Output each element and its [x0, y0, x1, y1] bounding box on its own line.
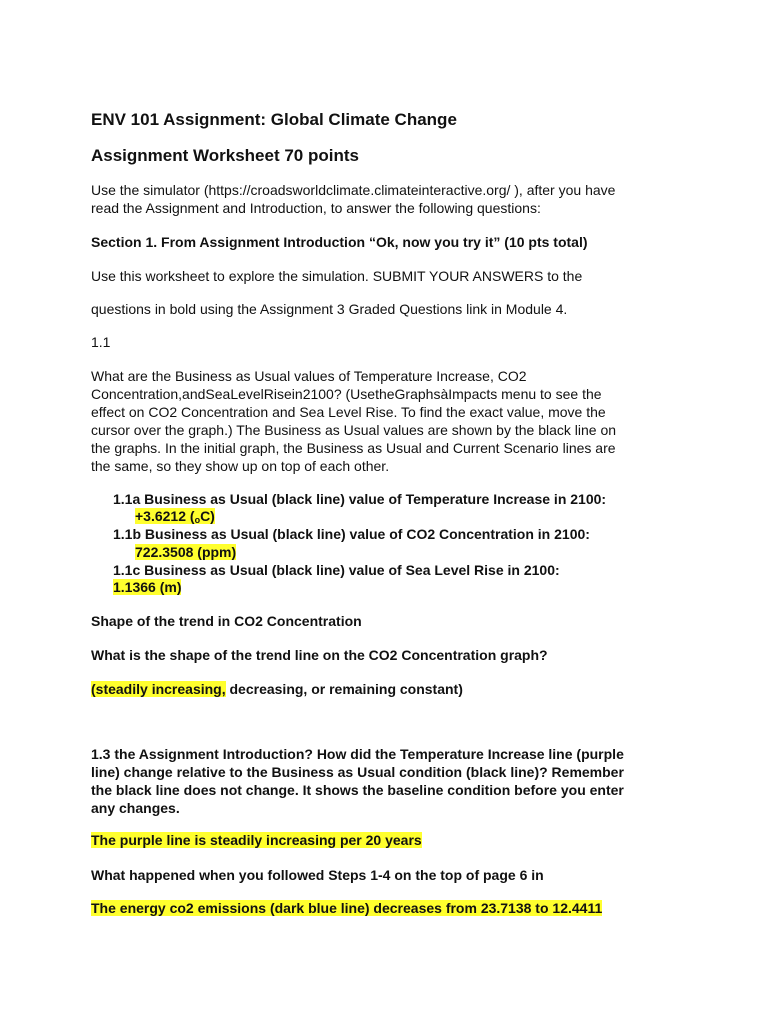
- section-1-heading: Section 1. From Assignment Introduction “Ok, now you try it” (10 pts total): [91, 234, 588, 250]
- document-subtitle: Assignment Worksheet 70 points: [91, 146, 359, 165]
- intro-line-1: Use the simulator (https://croadsworldclimate.climateinteractive.org/ ), after you have: [91, 182, 616, 198]
- answer-1-1b: [135, 543, 236, 561]
- steps-question: What happened when you followed Steps 1-4 on the top of page 6 in: [91, 867, 544, 883]
- instructions-line-2: questions in bold using the Assignment 3 Graded Questions link in Module 4.: [91, 301, 568, 317]
- trend-answer-highlight: (steadily increasing,: [91, 681, 226, 697]
- trend-answer: [91, 680, 463, 698]
- question-1-1-text-line: cursor over the graph.) The Business as Usual values are shown by the black line on: [91, 422, 617, 438]
- question-1-3-line: any changes.: [91, 800, 180, 816]
- question-1-1c: 1.1c Business as Usual (black line) value of Sea Level Rise in 2100:: [113, 562, 560, 578]
- question-1-3-line: the black line does not change. It shows the baseline condition before you enter: [91, 782, 624, 798]
- steps-answer-highlight: The energy co2 emissions (dark blue line) decreases from 23.7138 to 12.4411: [91, 900, 603, 916]
- answer-1-3-highlight: The purple line is steadily increasing per 20 years: [91, 832, 422, 848]
- steps-answer: [91, 899, 602, 917]
- degree-symbol: o: [194, 515, 201, 525]
- question-1-1a: 1.1a Business as Usual (black line) value of Temperature Increase in 2100:: [113, 491, 607, 507]
- trend-question: What is the shape of the trend line on the CO2 Concentration graph?: [91, 647, 548, 663]
- instructions-line-1: Use this worksheet to explore the simulation. SUBMIT YOUR ANSWERS to the: [91, 268, 583, 284]
- question-1-1-text-line: Concentration,andSeaLevelRisein2100? (UsetheGraphsàImpacts menu to see the: [91, 386, 602, 402]
- intro-line-2: read the Assignment and Introduction, to answer the following questions:: [91, 200, 541, 216]
- answer-1-1a-highlight: [135, 508, 215, 524]
- question-1-3-line: 1.3 the Assignment Introduction? How did the Temperature Increase line (purple: [91, 746, 624, 762]
- question-1-1-text-line: effect on CO2 Concentration and Sea Level Rise. To find the exact value, move the: [91, 404, 606, 420]
- answer-1-1c: [113, 578, 181, 596]
- trend-answer-options: decreasing, or remaining constant): [225, 681, 463, 697]
- answer-1-1a-value: +3.6212 (: [135, 508, 195, 524]
- answer-1-1a-unit: C): [200, 508, 215, 524]
- answer-1-1c-highlight: 1.1366 (m): [113, 579, 182, 595]
- document-title: ENV 101 Assignment: Global Climate Change: [91, 110, 457, 129]
- trend-heading: Shape of the trend in CO2 Concentration: [91, 613, 362, 629]
- answer-1-3: [91, 831, 422, 849]
- question-1-1-text-line: the same, so they show up on top of each other.: [91, 458, 390, 474]
- question-1-1-number: 1.1: [91, 334, 111, 350]
- answer-1-1b-highlight: 722.3508 (ppm): [135, 544, 237, 560]
- question-1-1b: 1.1b Business as Usual (black line) value of CO2 Concentration in 2100:: [113, 526, 590, 542]
- question-1-3-line: line) change relative to the Business as Usual condition (black line)? Remember: [91, 764, 624, 780]
- question-1-1-text-line: the graphs. In the initial graph, the Business as Usual and Current Scenario lines are: [91, 440, 616, 456]
- question-1-1-text-line: What are the Business as Usual values of Temperature Increase, CO2: [91, 368, 527, 384]
